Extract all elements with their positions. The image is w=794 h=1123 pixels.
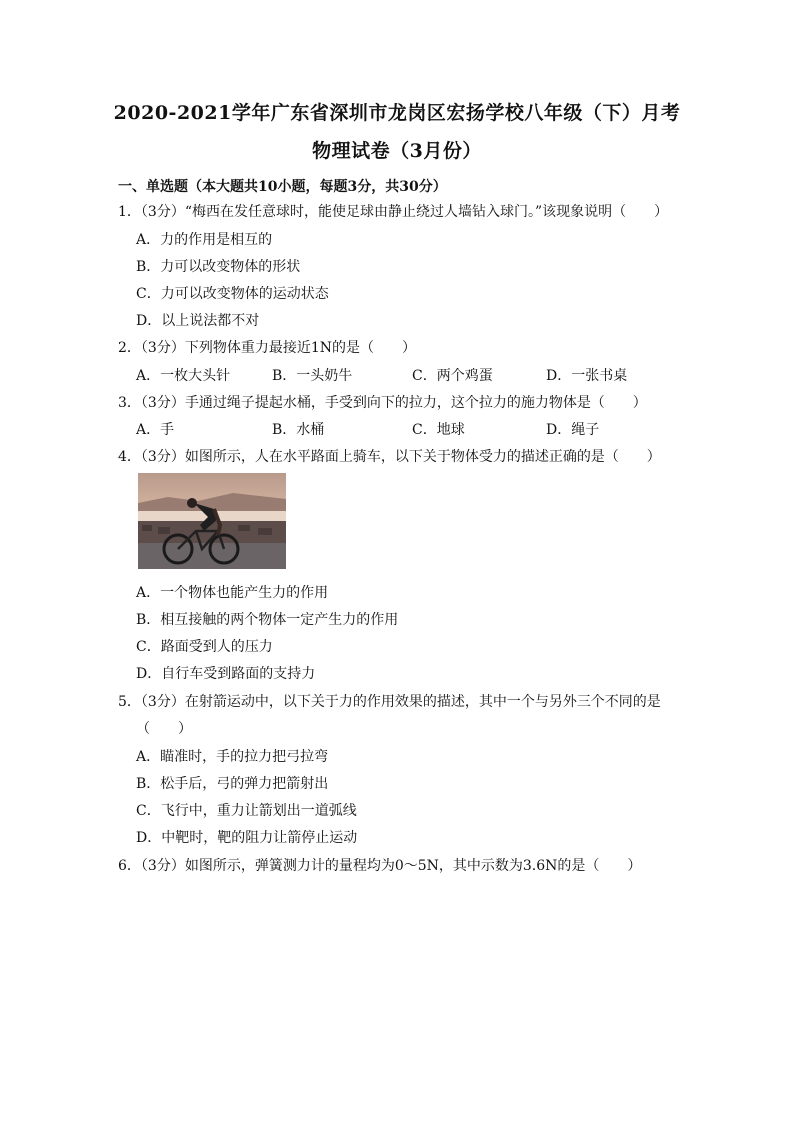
question-3-option-d: D．绳子	[546, 422, 600, 438]
question-2-stem: 2．（3分）下列物体重力最接近1N的是（ ）	[118, 340, 416, 356]
question-4-option-d: D．自行车受到路面的支持力	[136, 666, 316, 682]
question-4-option-a: A．一个物体也能产生力的作用	[136, 585, 329, 601]
question-1-option-a: A．力的作用是相互的	[136, 232, 273, 248]
question-1-option-c: C．力可以改变物体的运动状态	[136, 286, 329, 302]
section-heading: 一、单选题（本大题共10小题，每题3分，共30分）	[118, 179, 447, 195]
question-4-stem: 4．（3分）如图所示，人在水平路面上骑车，以下关于物体受力的描述正确的是（ ）	[118, 449, 661, 465]
cyclist-photo	[138, 473, 286, 569]
question-3-option-b: B．水桶	[272, 422, 325, 438]
question-2-option-c: C．两个鸡蛋	[412, 368, 493, 384]
question-1-option-b: B．力可以改变物体的形状	[136, 259, 301, 275]
question-5-stem-continuation: （ ）	[136, 721, 192, 737]
question-3-stem: 3．（3分）手通过绳子提起水桶，手受到向下的拉力，这个拉力的施力物体是（ ）	[118, 395, 647, 411]
question-5-option-d: D．中靶时，靶的阻力让箭停止运动	[136, 830, 358, 846]
question-1-stem: 1．（3分）“梅西在发任意球时，能使足球由静止绕过人墙钻入球门。”该现象说明（ ）	[118, 204, 669, 220]
question-5-option-a: A．瞄准时，手的拉力把弓拉弯	[136, 749, 329, 765]
question-5-option-c: C．飞行中，重力让箭划出一道弧线	[136, 803, 357, 819]
question-3-option-c: C．地球	[412, 422, 465, 438]
paper-title-line-1: 2020-2021学年广东省深圳市龙岗区宏扬学校八年级（下）月考	[113, 102, 681, 124]
question-3-option-a: A．手	[136, 422, 175, 438]
question-6-stem: 6．（3分）如图所示，弹簧测力计的量程均为0～5N，其中示数为3.6N的是（ ）	[118, 858, 642, 874]
question-2-option-b: B．一头奶牛	[272, 368, 353, 384]
question-2-option-a: A．一枚大头针	[136, 368, 231, 384]
question-1-option-d: D．以上说法都不对	[136, 313, 260, 329]
question-4-option-c: C．路面受到人的压力	[136, 639, 273, 655]
question-4-option-b: B．相互接触的两个物体一定产生力的作用	[136, 612, 399, 628]
question-5-stem: 5．（3分）在射箭运动中，以下关于力的作用效果的描述，其中一个与另外三个不同的是	[118, 694, 661, 710]
paper-title-line-2: 物理试卷（3月份）	[312, 140, 482, 162]
question-5-option-b: B．松手后，弓的弹力把箭射出	[136, 776, 329, 792]
question-2-option-d: D．一张书桌	[546, 368, 628, 384]
